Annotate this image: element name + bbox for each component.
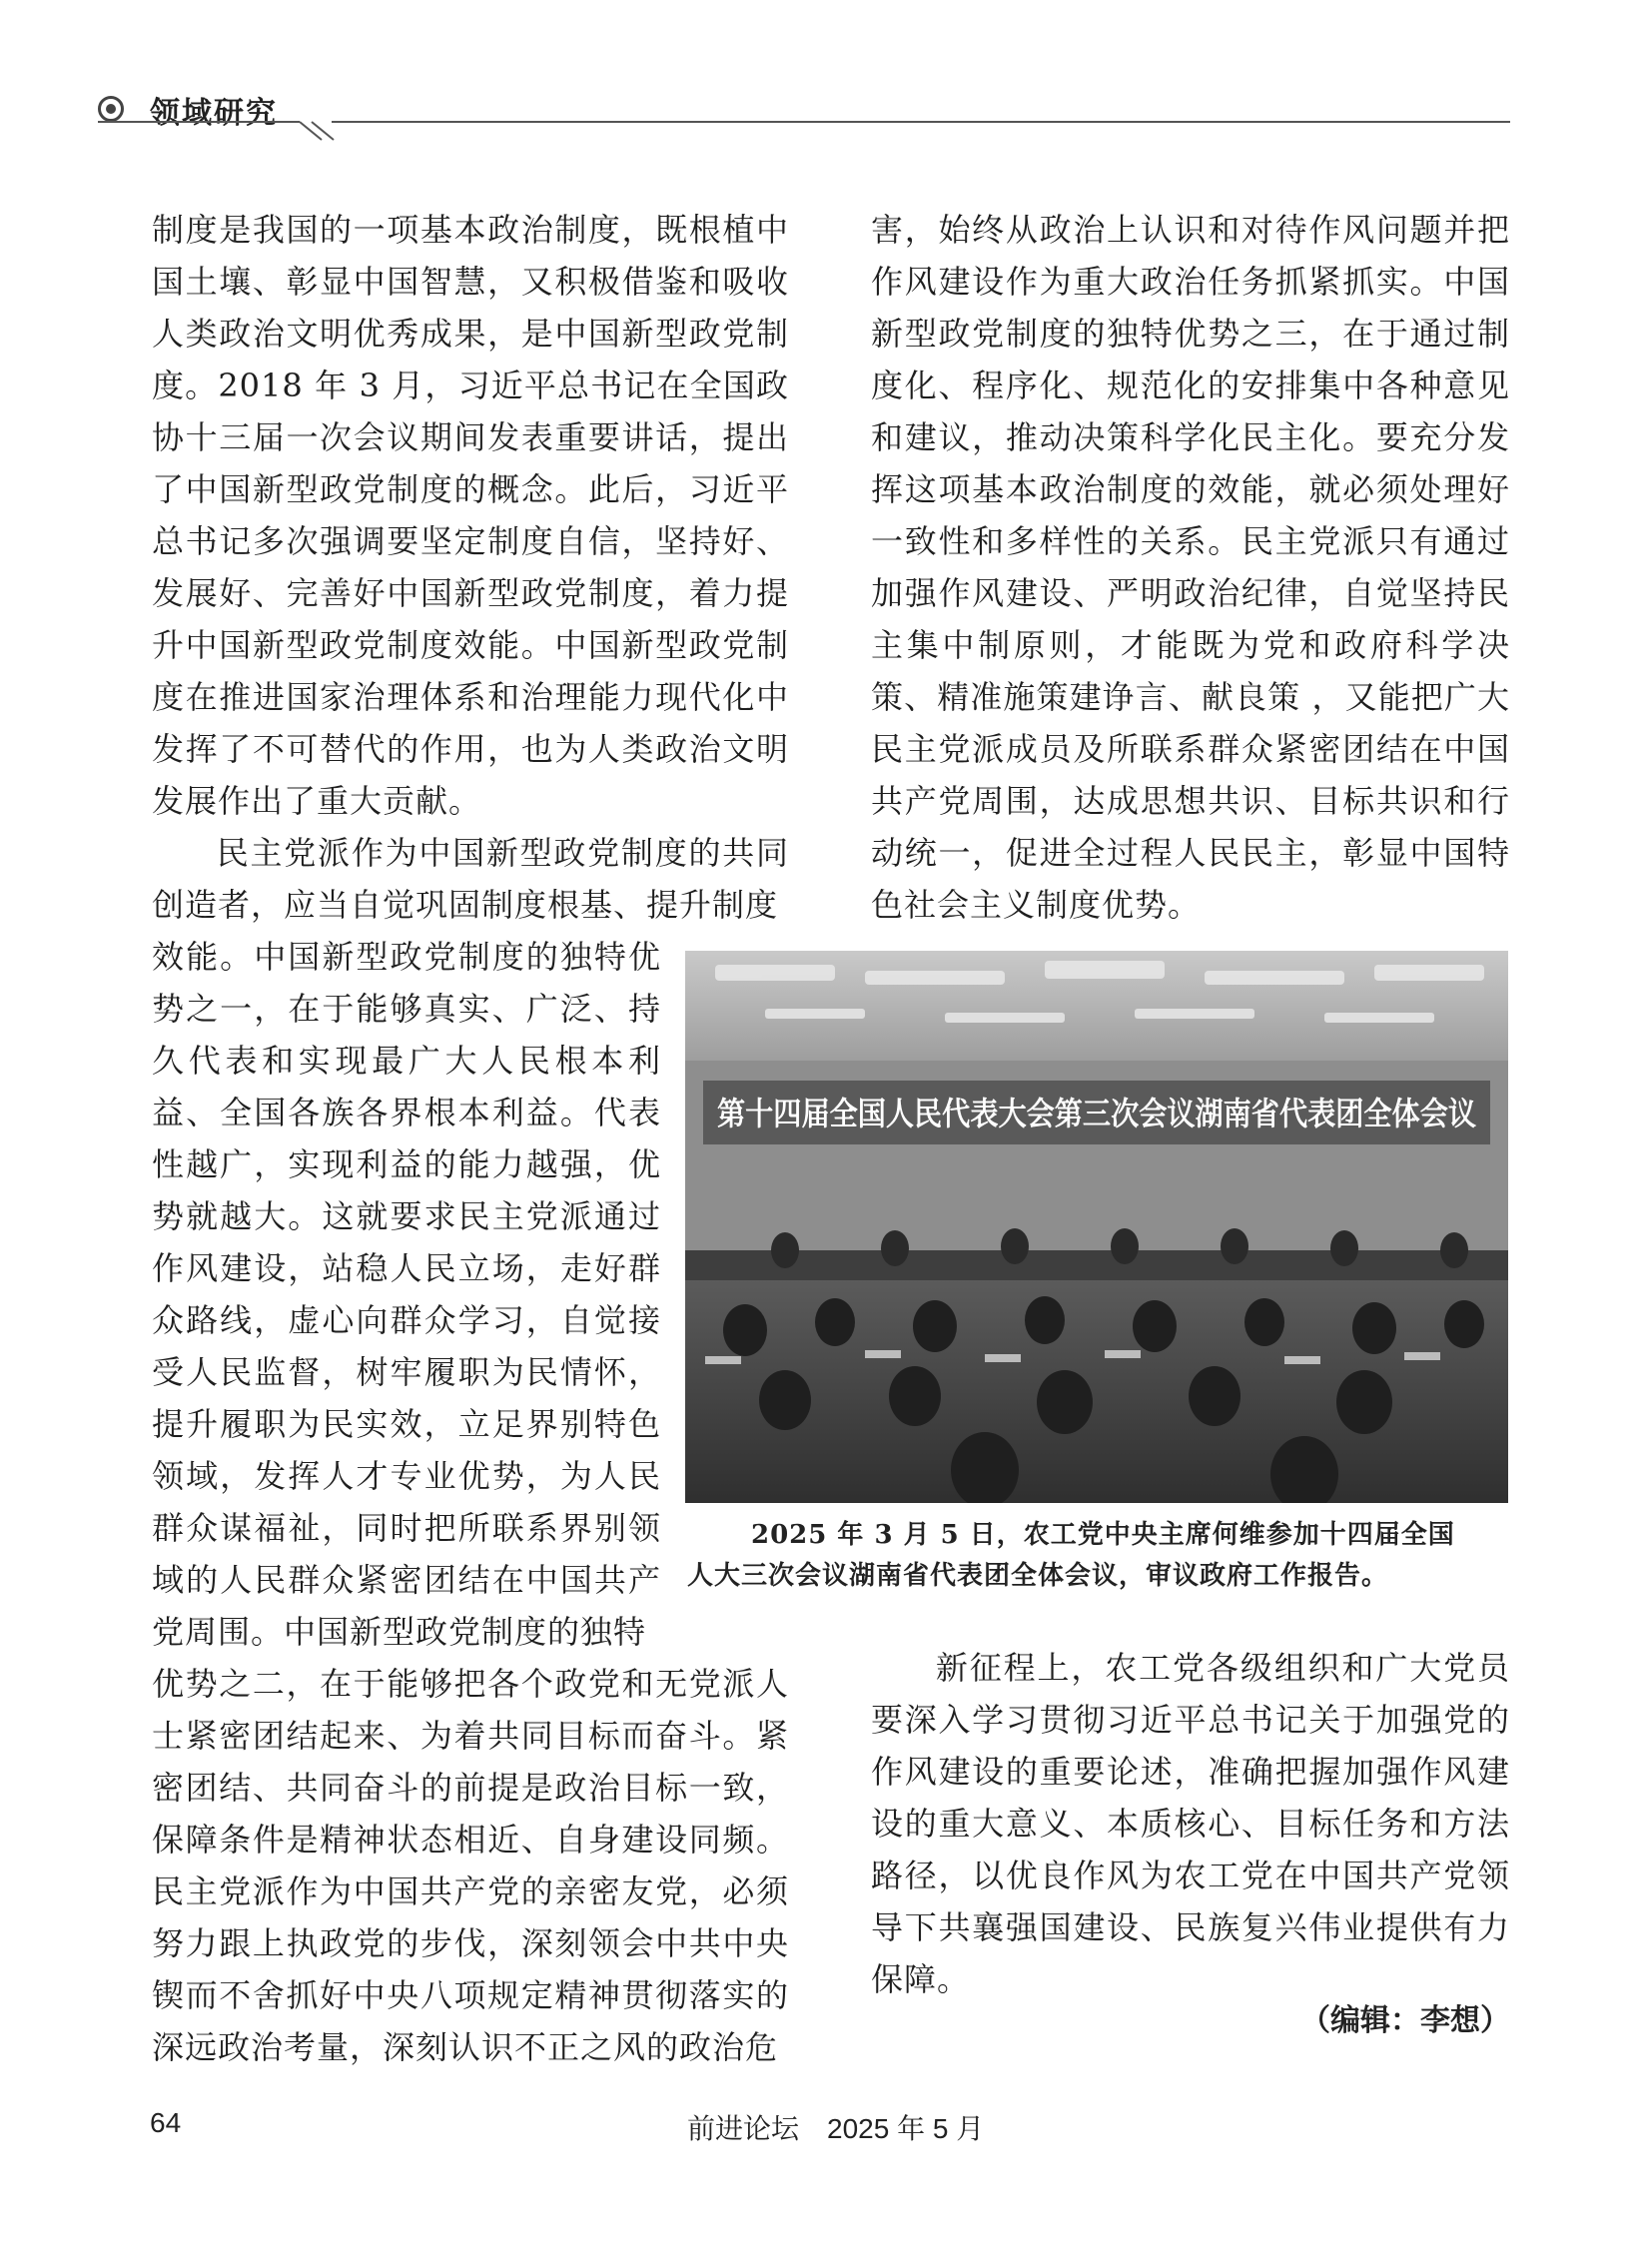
meeting-photo [685, 951, 1508, 1503]
header-rule [0, 0, 1652, 160]
right-column-text-top: 害，始终从政治上认识和对待作风问题并把作风建设作为重大政治任务抓紧抓实。中国新型政党制度的独特优势之三，在于通过制度化、程序化、规范化的安排集中各种意见和建议，推动决策科学化民主化。要充分发挥这项基本政治制度的效能，就必须处理好一致性和多样性的关系。民主党派只有通过加强作风建设、严明政治纪律，自觉坚持民主集中制原则，才能既为党和政府科学决策、精准施策建诤言、献良策 ，又能把广大民主党派成员及所联系群众紧密团结在中国共产党周围，达成思想共识、目标共识和行动统一，促进全过程人民民主，彰显中国特色社会主义制度优势。 [871, 211, 1510, 924]
journal-name: 前进论坛 [687, 2113, 800, 2144]
left-column-paragraph-2-wide: 民主党派作为中国新型政党制度的共同创造者，应当自觉巩固制度根基、提升制度 [152, 834, 789, 924]
issue-date: 2025 年 5 月 [827, 2113, 985, 2144]
section-bullet-icon [98, 96, 124, 122]
right-column-text-bottom: 新征程上，农工党各级组织和广大党员要深入学习贯彻习近平总书记关于加强党的作风建设的重要论述，准确把握加强作风建设的重大意义、本质核心、目标任务和方法路径，以优良作风为农工党在中国共产党领导下共襄强国建设、民族复兴伟业提供有力保障。 [871, 1649, 1510, 1998]
banner-text: 第十四届全国人民代表大会第三次会议湖南省代表团全体会议 [717, 1095, 1476, 1132]
left-column-paragraph-2-narrow: 效能。中国新型政党制度的独特优势之一，在于能够真实、广泛、持久代表和实现最广大人民根本利益、全国各族各界根本利益。代表性越广，实现利益的能力越强，优势就越大。这就要求民主党派通过作风建设，站稳人民立场，走好群众路线，虚心向群众学习，自觉接受人民监督，树牢履职为民情怀，提升履职为民实效，立足界别特色领域，发挥人才专业优势，为人民群众谋福祉，同时把所联系界别领域的人民群众紧密团结在中国共产党周围。中国新型政党制度的独特 [152, 938, 661, 1651]
photo-caption-line-1: 2025 年 3 月 5 日，农工党中央主席何维参加十四届全国 [751, 1520, 1455, 1550]
left-column-text-top: 制度是我国的一项基本政治制度，既根植中国土壤、彰显中国智慧，又积极借鉴和吸收人类政治文明优秀成果，是中国新型政党制度。2018 年 3 月，习近平总书记在全国政协十三届一次会议期间发表重要讲话，提出了中国新型政党制度的概念。此后，习近平总书记多次强调要坚定制度自信，坚持好、发展好、完善好中国新型政党制度，着力提升中国新型政党制度效能。中国新型政党制度在推进国家治理体系和治理能力现代化中发挥了不可替代的作用，也为人类政治文明发展作出了重大贡献。 [152, 211, 789, 820]
editor-note: （编辑：李想） [1300, 2003, 1510, 2038]
page-number: 64 [150, 2107, 182, 2138]
section-title: 领域研究 [150, 96, 278, 131]
left-column-text-bottom: 优势之二，在于能够把各个政党和无党派人士紧密团结起来、为着共同目标而奋斗。紧密团结、共同奋斗的前提是政治目标一致，保障条件是精神状态相近、自身建设同频。民主党派作为中国共产党的亲密友党，必须努力跟上执政党的步伐，深刻领会中共中央锲而不舍抓好中央八项规定精神贯彻落实的深远政治考量，深刻认识不正之风的政治危 [152, 1665, 789, 2066]
photo-caption-line-2: 人大三次会议湖南省代表团全体会议，审议政府工作报告。 [687, 1561, 1389, 1591]
